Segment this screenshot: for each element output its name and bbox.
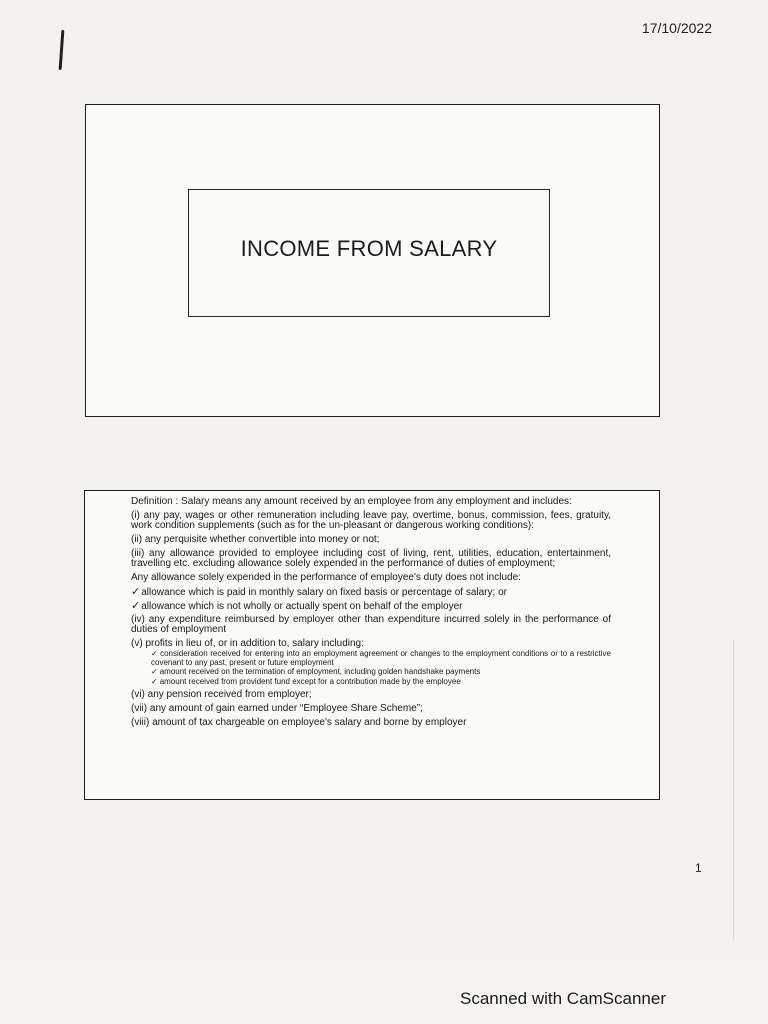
check-item-1 [131, 587, 611, 598]
item-v-sub-1-text: consideration received for entering into an employment agreement or changes to the employment conditions or to a restrictive covenant to any past, present or future employment [151, 649, 612, 667]
check-item-2-text: allowance which is not wholly or actually spent on behalf of the employer [141, 601, 463, 612]
page-number: 1 [695, 861, 702, 875]
item-i: (i) any pay, wages or other remuneration including leave pay, overtime, bonus, commission, fees, gratuity, work condition supplements (such as for the un-pleasant or dangerous working conditions): [131, 510, 611, 531]
check-icon: ✓ [151, 649, 159, 658]
item-ii: (ii) any perquisite whether convertible into money or not; [131, 534, 380, 545]
allowance-note: Any allowance solely expended in the performance of employee's duty does not include: [131, 572, 521, 583]
item-vii: (vii) any amount of gain earned under “Employee Share Scheme”; [131, 703, 423, 714]
scan-edge-line [733, 640, 734, 940]
item-v-sub-3 [151, 678, 611, 687]
page-title: INCOME FROM SALARY [240, 236, 498, 261]
item-v-sub-1 [151, 650, 611, 667]
check-icon: ✓ [151, 667, 158, 676]
definition-text: Definition : Salary means any amount received by an employee from any employment and includes: [131, 496, 572, 507]
check-icon: ✓ [131, 586, 141, 598]
check-icon: ✓ [131, 600, 141, 612]
item-iii: (iii) any allowance provided to employee including cost of living, rent, utilities, education, entertainment, travelling etc. excluding allowance solely expended in the performance of duties of employment; [131, 548, 611, 569]
item-v-sub-2 [151, 668, 611, 677]
definition-slide [84, 490, 660, 800]
check-item-1-text: allowance which is paid in monthly salary on fixed basis or percentage of salary; or [141, 587, 507, 598]
camscanner-watermark: Scanned with CamScanner [460, 989, 667, 1008]
title-box [188, 189, 550, 317]
definition-content [131, 497, 611, 732]
item-v-sub-2-text: amount received on the termination of employment, including golden handshake payments [159, 667, 481, 676]
item-iv: (iv) any expenditure reimbursed by employer other than expenditure incurred solely in the performance of duties of employment [131, 614, 611, 635]
item-v: (v) profits in lieu of, or in addition to, salary including: [131, 638, 364, 649]
item-vi: (vi) any pension received from employer; [131, 689, 312, 700]
item-v-sub-3-text: amount received from provident fund except for a contribution made by the employee [159, 676, 461, 686]
check-icon: ✓ [151, 676, 158, 686]
date-stamp: 17/10/2022 [641, 20, 712, 36]
check-item-2 [131, 601, 611, 612]
title-slide [85, 104, 660, 417]
item-viii: (viii) amount of tax chargeable on employee's salary and borne by employer [131, 717, 467, 728]
pen-mark [59, 30, 65, 70]
